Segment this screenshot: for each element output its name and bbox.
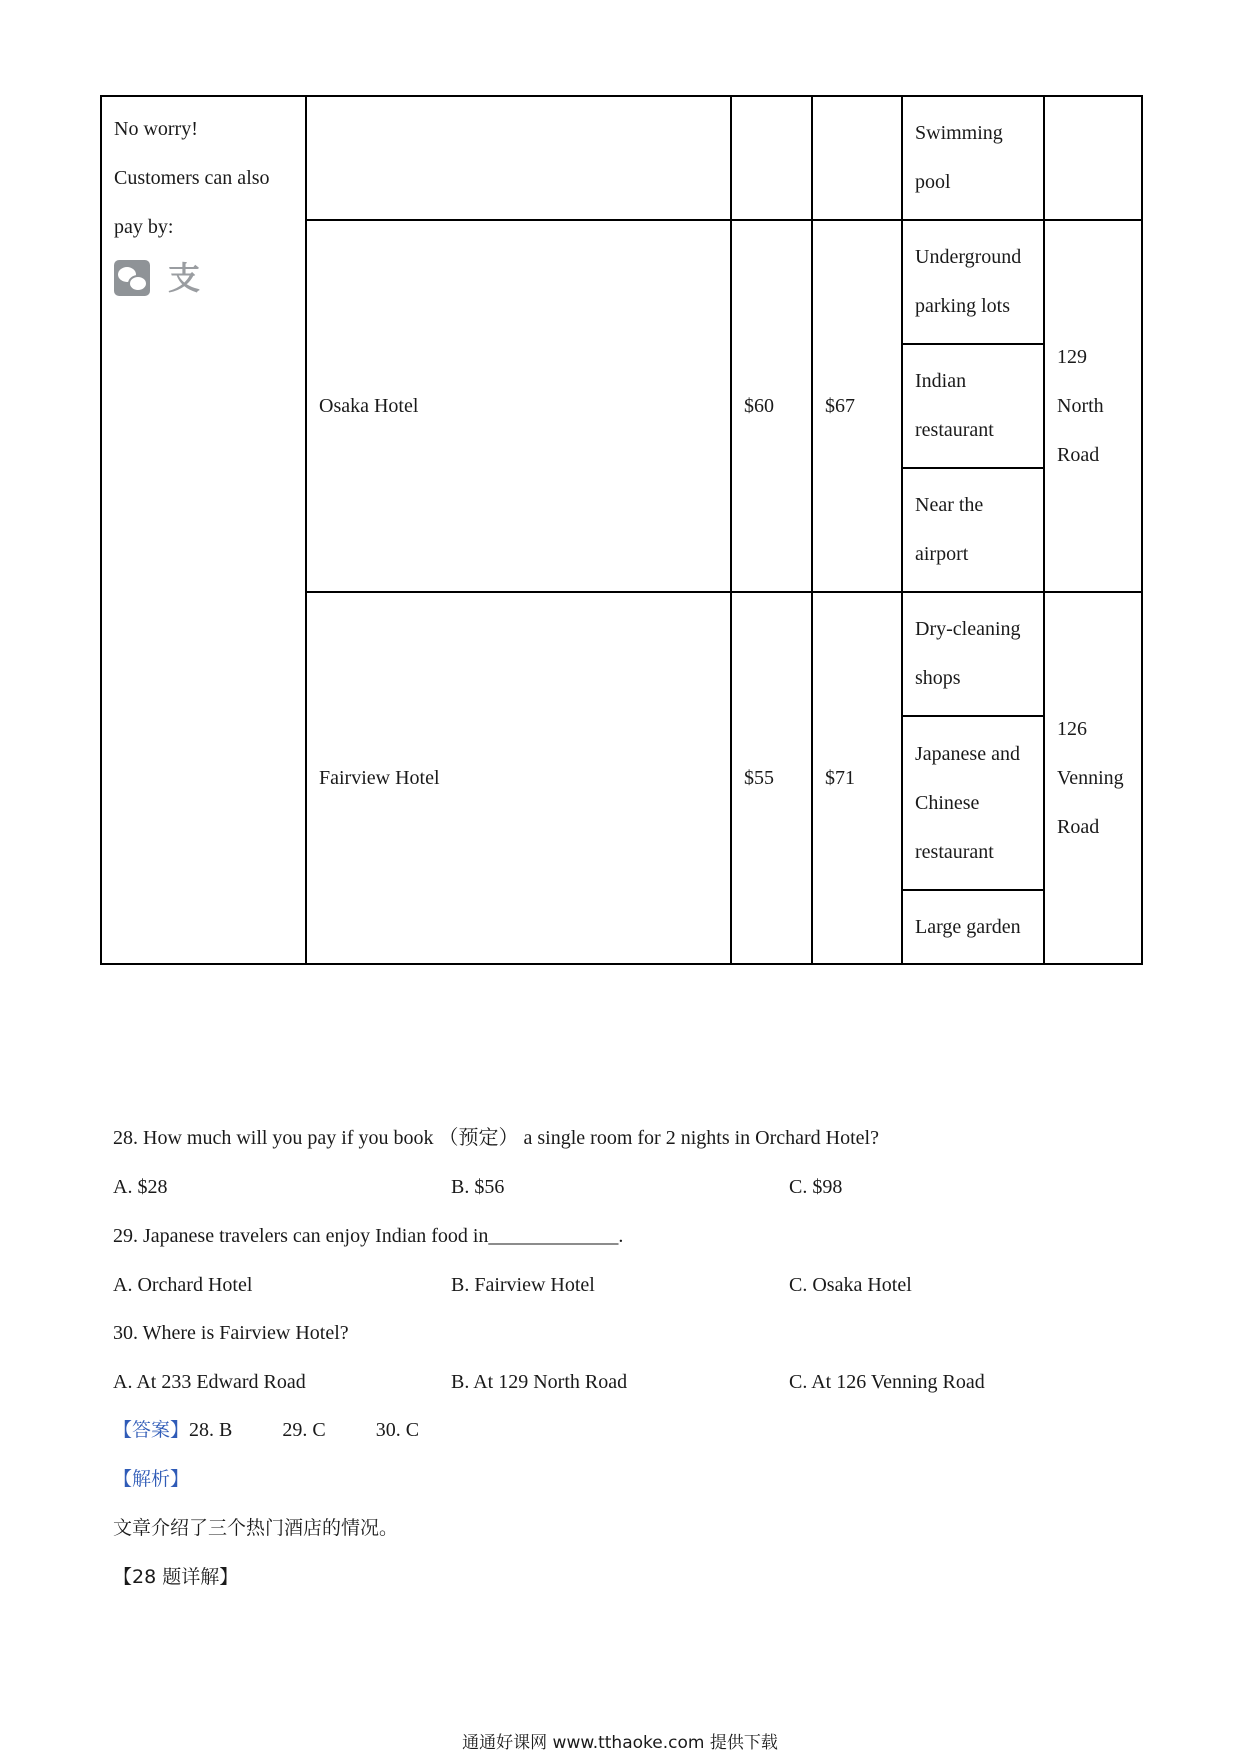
analysis-summary: 文章介绍了三个热门酒店的情况。 [113, 1517, 399, 1539]
hotel-price-1 [731, 96, 812, 220]
answer-29: 29. C [282, 1419, 326, 1441]
hotel-address [1044, 96, 1142, 220]
hotel-name [306, 96, 731, 220]
payment-line-1: No worry! [114, 118, 198, 140]
hotel-table [100, 95, 1143, 965]
option-28-b: B. $56 [451, 1176, 505, 1198]
hotel-address: 126 Venning Road [1044, 592, 1142, 964]
hotel-name: Osaka Hotel [306, 220, 731, 592]
hotel-feature: Indian restaurant [902, 344, 1044, 468]
question-30: 30. Where is Fairview Hotel? [113, 1322, 349, 1344]
hotel-price-2 [812, 96, 902, 220]
question-28: 28. How much will you pay if you book （预定） a single room for 2 nights in Orchard Hotel? [113, 1127, 879, 1149]
question-29: 29. Japanese travelers can enjoy Indian food in_____________. [113, 1225, 624, 1247]
hotel-feature: Swimming pool [902, 96, 1044, 220]
wechat-pay-icon [114, 260, 150, 296]
option-29-c: C. Osaka Hotel [789, 1274, 912, 1296]
hotel-price-2: $67 [812, 220, 902, 592]
option-28-a: A. $28 [113, 1176, 168, 1198]
hotel-address: 129 North Road [1044, 220, 1142, 592]
analysis-label: 【解析】 [113, 1468, 190, 1490]
hotel-name: Fairview Hotel [306, 592, 731, 964]
option-30-a: A. At 233 Edward Road [113, 1371, 306, 1393]
alipay-icon: 支 [167, 258, 200, 297]
option-30-b: B. At 129 North Road [451, 1371, 628, 1393]
hotel-price-1: $60 [731, 220, 812, 592]
payment-icons [114, 260, 293, 296]
option-30-c: C. At 126 Venning Road [789, 1371, 985, 1393]
payment-line-3: pay by: [114, 216, 174, 238]
hotel-feature: Japanese and Chinese restaurant [902, 716, 1044, 890]
option-28-c: C. $98 [789, 1176, 843, 1198]
option-29-b: B. Fairview Hotel [451, 1274, 595, 1296]
hotel-feature: Underground parking lots [902, 220, 1044, 344]
answer-28: 28. B [189, 1419, 233, 1441]
hotel-feature: Large garden [902, 890, 1044, 964]
payment-cell [101, 96, 306, 964]
table-row [101, 96, 1142, 220]
answer-label: 【答案】 [113, 1419, 190, 1441]
hotel-feature: Near the airport [902, 468, 1044, 592]
option-29-a: A. Orchard Hotel [113, 1274, 253, 1296]
page-footer: 通通好课网 www.tthaoke.com 提供下载 [462, 1733, 778, 1753]
answer-line [113, 1416, 419, 1444]
detail-heading: 【28 题详解】 [113, 1566, 239, 1588]
hotel-price-2: $71 [812, 592, 902, 964]
answer-30: 30. C [375, 1419, 420, 1441]
hotel-price-1: $55 [731, 592, 812, 964]
hotel-feature: Dry-cleaning shops [902, 592, 1044, 716]
payment-line-2: Customers can also [114, 167, 270, 189]
